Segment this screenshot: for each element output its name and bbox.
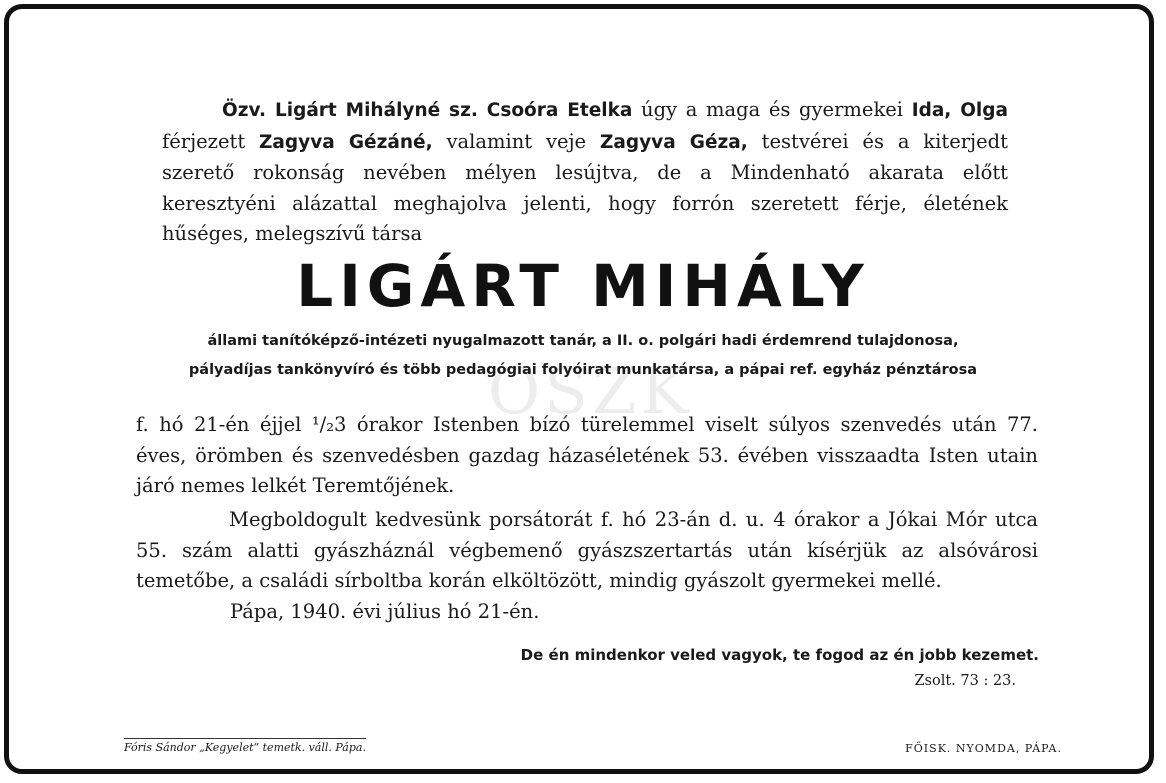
printer-credit: FŐISK. NYOMDA, PÁPA. <box>905 742 1062 755</box>
titles-line-1: állami tanítóképző-intézeti nyugalmazott tanár, a II. o. polgári hadi érdemrend tulajdonosa, <box>207 333 959 349</box>
titles-line-2: pályadíjas tankönyvíró és több pedagógiai folyóirat munkatársa, a pápai ref. egyház pénztárosa <box>188 362 978 378</box>
married-daughter-name: Zagyva Gézáné, <box>259 131 433 153</box>
widow-name: Özv. Ligárt Mihályné sz. Csoóra Etelka <box>222 100 633 121</box>
son-in-law-name: Zagyva Géza, <box>599 131 748 153</box>
death-text-1: f. hó 21-én éjjel <box>136 413 312 436</box>
funeral-paragraph: Megboldogult kedvesünk porsátorát f. hó 23-án d. u. 4 órakor a Jókai Mór utca 55. szám alatti gyászháznál végbemenő gyászszertartás után kísérjük az alsóvárosi temetőbe, a családi sírboltba korán elköltözött, mindig gyászolt gyermekei mellé. <box>136 508 1038 592</box>
scripture-quote: De én mindenkor veled vagyok, te fogod az én jobb kezemet. <box>520 646 1039 664</box>
deceased-name-heading: LIGÁRT MIHÁLY <box>296 252 870 320</box>
time-fraction: ¹/₂ <box>311 413 335 436</box>
intro-text-1: úgy a maga és gyermekei <box>632 98 912 121</box>
intro-text-2: férjezett <box>162 129 260 153</box>
scripture-reference: Zsolt. 73 : 23. <box>914 673 1016 689</box>
dateline: Pápa, 1940. évi július hó 21-én. <box>230 600 540 623</box>
undertaker-credit: Fóris Sándor „Kegyelet“ temetk. váll. Pápa. <box>124 738 366 754</box>
death-paragraph <box>136 410 1038 502</box>
oszk-watermark: OSZK <box>487 355 693 429</box>
intro-paragraph <box>162 95 1008 250</box>
intro-text-4: testvérei és a kiterjedt szerető rokonság nevében mélyen lesújtva, de a Mindenható akarata előtt keresztyéni alázattal meghajolva jelenti, hogy forrón szeretett férje, életének hűséges, melegszívű társa <box>162 129 1008 245</box>
daughters-names: Ida, Olga <box>911 100 1009 121</box>
death-text-2: 3 órakor Istenben bízó türelemmel viselt súlyos szenvedés után 77. éves, örömben és szenvedésben gazdag házaséletének 53. évében visszaadta Isten utain járó nemes lelkét Teremtőjének. <box>136 413 1038 497</box>
intro-text-3: valamint veje <box>432 129 600 153</box>
